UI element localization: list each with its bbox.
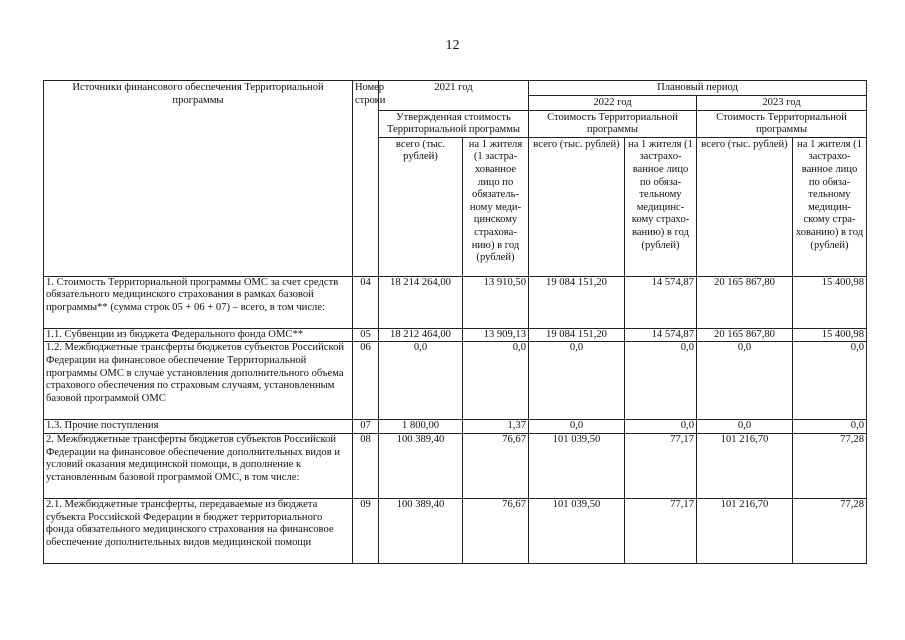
table-row	[44, 420, 867, 434]
row-name: 1.2. Межбюджетные трансферты бюджетов субъектов Российской Федерации на финансовое обеспечение Территориальной программы ОМС в случае установления дополнительного объема страхового обеспечения по страховым случаям, установленным базовой программой ОМС	[44, 342, 353, 420]
header-per-capita-2022: на 1 жителя (1 застрахо-ванное лицо по обяза-тельному медицинс-кому страхо-ванию) в год (рублей)	[625, 137, 697, 276]
header-cost-2023: Стоимость Территориальной программы	[697, 110, 867, 137]
per-capita-2023: 0,0	[793, 342, 867, 420]
total-2021: 1 800,00	[379, 420, 463, 434]
total-2021: 18 212 464,00	[379, 328, 463, 342]
per-capita-2021: 76,67	[463, 498, 529, 563]
per-capita-2021: 1,37	[463, 420, 529, 434]
total-2022: 101 039,50	[529, 433, 625, 498]
per-capita-2022: 14 574,87	[625, 276, 697, 328]
total-2022: 101 039,50	[529, 498, 625, 563]
row-name: 2.1. Межбюджетные трансферты, передаваемые из бюджета субъекта Российской Федерации в бюджет территориального фонда обязательного медицинского страхования на финансовое обеспечение дополнительных видов медицинской помощи	[44, 498, 353, 563]
table-row	[44, 342, 867, 420]
total-2023: 101 216,70	[697, 433, 793, 498]
total-2023: 0,0	[697, 420, 793, 434]
header-planning-period: Плановый период	[529, 81, 867, 96]
total-2023: 20 165 867,80	[697, 328, 793, 342]
row-number: 09	[353, 498, 379, 563]
row-number: 07	[353, 420, 379, 434]
per-capita-2022: 77,17	[625, 433, 697, 498]
total-2021: 100 389,40	[379, 498, 463, 563]
per-capita-2023: 77,28	[793, 433, 867, 498]
table-row	[44, 328, 867, 342]
per-capita-2021: 13 909,13	[463, 328, 529, 342]
table-row	[44, 433, 867, 498]
row-number: 05	[353, 328, 379, 342]
row-name: 1.1. Субвенции из бюджета Федерального фонда ОМС**	[44, 328, 353, 342]
row-number: 06	[353, 342, 379, 420]
per-capita-2021: 0,0	[463, 342, 529, 420]
header-total-2022: всего (тыс. рублей)	[529, 137, 625, 276]
header-year-2021: 2021 год	[379, 81, 529, 111]
header-row-number: Номер строки	[353, 81, 379, 277]
header-cost-2022: Стоимость Территориальной программы	[529, 110, 697, 137]
total-2023: 0,0	[697, 342, 793, 420]
header-year-2023: 2023 год	[697, 95, 867, 110]
per-capita-2023: 0,0	[793, 420, 867, 434]
total-2021: 100 389,40	[379, 433, 463, 498]
row-number: 08	[353, 433, 379, 498]
row-name: 2. Межбюджетные трансферты бюджетов субъектов Российской Федерации на финансовое обеспечение дополнительных видов и условий оказания медицинской помощи, в дополнение к установленным базовой программой ОМС, в том числе:	[44, 433, 353, 498]
total-2023: 20 165 867,80	[697, 276, 793, 328]
header-total-2021: всего (тыс. рублей)	[379, 137, 463, 276]
row-name: 1.3. Прочие поступления	[44, 420, 353, 434]
per-capita-2023: 15 400,98	[793, 328, 867, 342]
per-capita-2022: 0,0	[625, 342, 697, 420]
per-capita-2023: 15 400,98	[793, 276, 867, 328]
header-sources: Источники финансового обеспечения Территориальной программы	[44, 81, 353, 277]
header-total-2023: всего (тыс. рублей)	[697, 137, 793, 276]
per-capita-2023: 77,28	[793, 498, 867, 563]
total-2022: 0,0	[529, 342, 625, 420]
header-per-capita-2023: на 1 жителя (1 застрахо-ванное лицо по обяза-тельному медицин-скому стра-хованию) в год (рублей)	[793, 137, 867, 276]
per-capita-2022: 77,17	[625, 498, 697, 563]
page-number: 12	[445, 38, 460, 53]
total-2022: 0,0	[529, 420, 625, 434]
table-row	[44, 498, 867, 563]
total-2021: 0,0	[379, 342, 463, 420]
header-year-2022: 2022 год	[529, 95, 697, 110]
row-number: 04	[353, 276, 379, 328]
per-capita-2021: 76,67	[463, 433, 529, 498]
per-capita-2022: 0,0	[625, 420, 697, 434]
table-row	[44, 276, 867, 328]
header-per-capita-2021: на 1 жителя (1 застра-хованное лицо по обязатель-ному меди-цинскому страхова-нию) в год (рублей)	[463, 137, 529, 276]
total-2023: 101 216,70	[697, 498, 793, 563]
financing-table	[43, 80, 867, 564]
header-approved-cost: Утвержденная стоимость Территориальной программы	[379, 110, 529, 137]
row-name: 1. Стоимость Территориальной программы ОМС за счет средств обязательного медицинского страхования в рамках базовой программы** (сумма строк 05 + 06 + 07) – всего, в том числе:	[44, 276, 353, 328]
total-2022: 19 084 151,20	[529, 276, 625, 328]
per-capita-2022: 14 574,87	[625, 328, 697, 342]
total-2022: 19 084 151,20	[529, 328, 625, 342]
total-2021: 18 214 264,00	[379, 276, 463, 328]
per-capita-2021: 13 910,50	[463, 276, 529, 328]
